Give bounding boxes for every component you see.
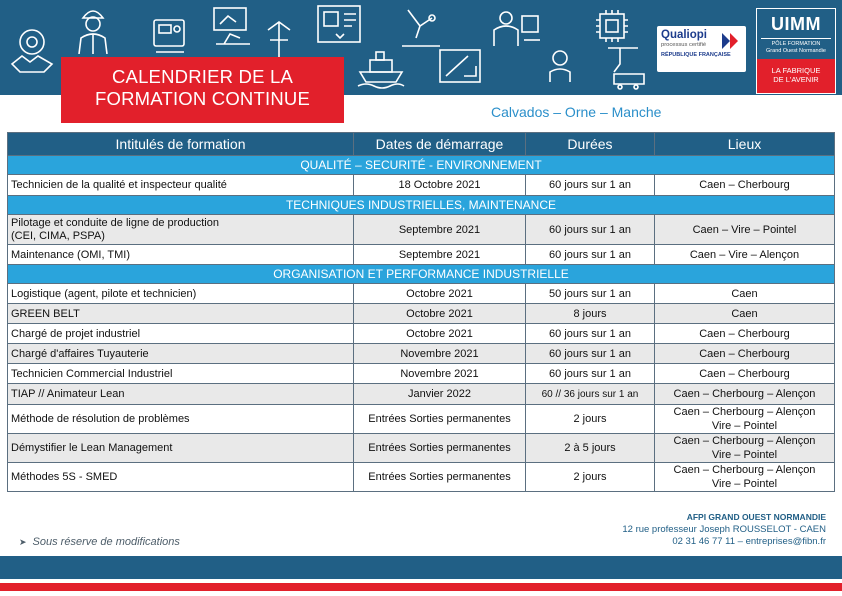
- column-header-date: Dates de démarrage: [354, 133, 526, 156]
- cell-location: Caen – Cherbourg: [655, 324, 835, 344]
- drill-icon: [316, 4, 362, 48]
- footer-band: [0, 556, 842, 579]
- cell-title: Méthodes 5S - SMED: [8, 463, 354, 492]
- cell-date: Octobre 2021: [354, 304, 526, 324]
- cell-location: Caen – Vire – Alençon: [655, 245, 835, 265]
- cell-duration: 2 jours: [526, 463, 655, 492]
- cell-location: Caen – Cherbourg: [655, 175, 835, 196]
- cell-date: Janvier 2022: [354, 384, 526, 405]
- qualiopi-subtitle: processus certifié: [661, 42, 707, 48]
- title-line-1: CALENDRIER DE LA: [111, 66, 294, 87]
- cell-duration: 60 jours sur 1 an: [526, 175, 655, 196]
- qualiopi-republique: RÉPUBLIQUE FRANÇAISE: [661, 52, 731, 58]
- cell-title: Logistique (agent, pilote et technicien): [8, 284, 354, 304]
- cell-location: [655, 463, 835, 492]
- category-label: ORGANISATION ET PERFORMANCE INDUSTRIELLE: [8, 265, 835, 284]
- cell-title: [8, 215, 354, 245]
- qualiopi-arrows-icon: [722, 33, 740, 49]
- table-header-row: [8, 133, 835, 156]
- cell-location: Caen – Cherbourg: [655, 364, 835, 384]
- handshake-gear-icon: [8, 24, 56, 76]
- cell-date: Entrées Sorties permanentes: [354, 463, 526, 492]
- cell-duration: 60 jours sur 1 an: [526, 215, 655, 245]
- column-header-duration: Durées: [526, 133, 655, 156]
- table-row: [8, 364, 835, 384]
- cell-title: Technicien Commercial Industriel: [8, 364, 354, 384]
- category-row: [8, 265, 835, 284]
- table-row: [8, 434, 835, 463]
- table-row: [8, 405, 835, 434]
- cell-duration: 2 à 5 jours: [526, 434, 655, 463]
- cell-duration: 60 jours sur 1 an: [526, 245, 655, 265]
- engineer-icon: [490, 6, 544, 52]
- cell-date: Octobre 2021: [354, 284, 526, 304]
- table-row: [8, 324, 835, 344]
- table-row: [8, 215, 835, 245]
- title-line-2: FORMATION CONTINUE: [95, 88, 310, 109]
- uimm-logo: [756, 8, 836, 94]
- cell-duration: 50 jours sur 1 an: [526, 284, 655, 304]
- table-row: [8, 175, 835, 196]
- column-header-location: Lieux: [655, 133, 835, 156]
- cell-date: Septembre 2021: [354, 245, 526, 265]
- cell-location-line-1: Caen – Cherbourg – Alençon: [673, 406, 816, 418]
- footer-org: AFPI GRAND OUEST NORMANDIE: [686, 512, 826, 522]
- cell-title: Chargé d'affaires Tuyauterie: [8, 344, 354, 364]
- factory-workers-icon: [398, 6, 444, 50]
- footer-address: [622, 511, 826, 549]
- uimm-pole-sub: Grand Ouest Normandie: [766, 48, 826, 54]
- cell-location-line-1: Caen – Cherbourg – Alençon: [673, 464, 816, 476]
- cell-location: [655, 405, 835, 434]
- cell-duration: 60 jours sur 1 an: [526, 364, 655, 384]
- cell-date: 18 Octobre 2021: [354, 175, 526, 196]
- industrial-robot-arm-icon: [210, 4, 254, 50]
- table-row: [8, 344, 835, 364]
- conveyor-robot-icon: [548, 44, 648, 90]
- cell-title-line-2: (CEI, CIMA, PSPA): [11, 229, 105, 242]
- cell-date: Novembre 2021: [354, 364, 526, 384]
- uimm-tagline-2: DE L'AVENIR: [773, 75, 819, 84]
- uimm-pole: PÔLE FORMATION: [771, 41, 821, 47]
- cell-duration: 60 // 36 jours sur 1 an: [526, 384, 655, 405]
- cell-title: Technicien de la qualité et inspecteur qualité: [8, 175, 354, 196]
- cell-duration: 2 jours: [526, 405, 655, 434]
- footer-street: 12 rue professeur Joseph ROUSSELOT - CAEN: [622, 523, 826, 535]
- cell-location: Caen: [655, 284, 835, 304]
- cell-location-line-2: Vire – Pointel: [711, 478, 778, 490]
- table-row: [8, 284, 835, 304]
- welding-machine-icon: [150, 14, 190, 56]
- uimm-divider: [761, 38, 831, 39]
- cell-duration: 60 jours sur 1 an: [526, 324, 655, 344]
- qualiopi-logo: [657, 26, 746, 72]
- blueprint-icon: [436, 46, 486, 90]
- cell-location: [655, 434, 835, 463]
- column-header-title: Intitulés de formation: [8, 133, 354, 156]
- cell-location: Caen – Cherbourg: [655, 344, 835, 364]
- cell-date: Entrées Sorties permanentes: [354, 405, 526, 434]
- cell-location: Caen – Vire – Pointel: [655, 215, 835, 245]
- cell-title: Méthode de résolution de problèmes: [8, 405, 354, 434]
- cell-location-line-2: Vire – Pointel: [711, 420, 778, 432]
- disclaimer-text: Sous réserve de modifications: [32, 536, 180, 548]
- category-label: TECHNIQUES INDUSTRIELLES, MAINTENANCE: [8, 196, 835, 215]
- disclaimer-note: [19, 536, 180, 548]
- table-row: [8, 384, 835, 405]
- cell-location-line-2: Vire – Pointel: [711, 449, 778, 461]
- arrow-bullet-icon: ➤: [19, 537, 27, 547]
- uimm-tagline: [757, 59, 835, 93]
- worker-icon: [76, 4, 110, 54]
- table-row: [8, 304, 835, 324]
- uimm-tagline-1: LA FABRIQUE: [771, 66, 821, 75]
- cell-location-line-1: Caen – Cherbourg – Alençon: [673, 435, 816, 447]
- region-subtitle: Calvados – Orne – Manche: [491, 104, 662, 120]
- ship-icon: [356, 46, 406, 90]
- cell-date: Septembre 2021: [354, 215, 526, 245]
- control-panel-icon: [262, 18, 296, 62]
- training-table: [7, 132, 835, 492]
- category-label: QUALITÉ – SECURITÉ - ENVIRONNEMENT: [8, 156, 835, 175]
- cell-title-line-1: Pilotage et conduite de ligne de production: [11, 216, 219, 229]
- qualiopi-name: Qualiopi: [661, 29, 707, 41]
- cell-date: Octobre 2021: [354, 324, 526, 344]
- category-row: [8, 196, 835, 215]
- cell-date: Novembre 2021: [354, 344, 526, 364]
- cell-location: Caen – Cherbourg – Alençon: [655, 384, 835, 405]
- cell-title: Maintenance (OMI, TMI): [8, 245, 354, 265]
- cell-title: Démystifier le Lean Management: [8, 434, 354, 463]
- uimm-name: UIMM: [771, 14, 821, 34]
- page-title: [61, 57, 344, 123]
- cell-location: Caen: [655, 304, 835, 324]
- cell-title: TIAP // Animateur Lean: [8, 384, 354, 405]
- footer-contact: 02 31 46 77 11 – entreprises@fibn.fr: [672, 536, 826, 547]
- footer-red-stripe: [0, 583, 842, 591]
- category-row: [8, 156, 835, 175]
- cell-title: Chargé de projet industriel: [8, 324, 354, 344]
- cell-duration: 8 jours: [526, 304, 655, 324]
- table-row: [8, 463, 835, 492]
- table-row: [8, 245, 835, 265]
- cell-date: Entrées Sorties permanentes: [354, 434, 526, 463]
- cell-duration: 60 jours sur 1 an: [526, 344, 655, 364]
- cell-title: GREEN BELT: [8, 304, 354, 324]
